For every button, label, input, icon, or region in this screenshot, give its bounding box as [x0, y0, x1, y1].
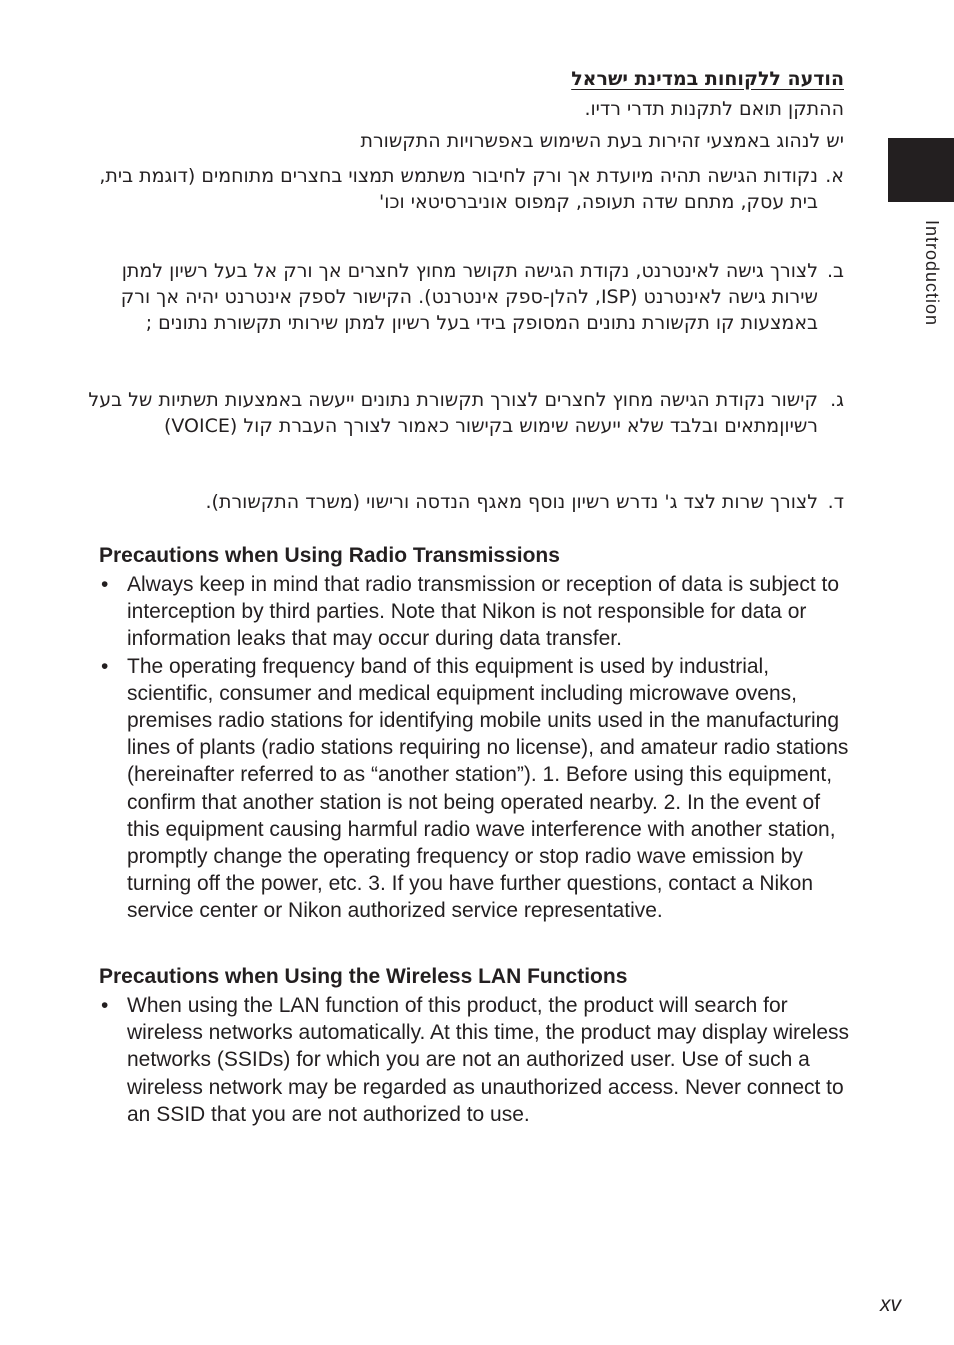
list-item [99, 992, 854, 1128]
hebrew-notice-para-2: יש לנהוג באמצעי זהירות בעת השימוש באפשרויות התקשורת [360, 130, 844, 152]
hebrew-notice-title: הודעה ללקוחות במדינת ישראל [571, 68, 844, 90]
hebrew-notice-item [78, 163, 844, 215]
bullet-icon: • [101, 654, 109, 678]
page-number: xv [880, 1293, 901, 1316]
list-item [99, 653, 854, 925]
hebrew-notice-item [78, 489, 844, 515]
bullet-icon: • [101, 994, 109, 1017]
radio-precautions-heading: Precautions when Using Radio Transmissions [99, 544, 560, 567]
hebrew-item-text: נקודות הגישה תהיה מיועדת אך ורק לחיבור משתמש תמצוי בחצרים מתוחמים (דוגמת בית, בית עסק, מתחם שדה תעופה, קמפוס אוניברסיטאי וכו' [99, 165, 818, 213]
bullet-icon: • [101, 573, 109, 596]
list-item [99, 571, 854, 653]
list-item-text: The operating frequency band of this equipment is used by industrial, scientific, consumer and medical equipment including microwave ovens, premises radio stations for identifying mobile units used in the manufacturing lines of plants (radio stations requiring no license), and amateur radio stations (hereinafter referred to as “another station”). 1. Before using this equipment, confirm that another station is not being operated nearby. 2. In the event of this equipment causing harmful radio wave interference with another station, promptly change the operating frequency or stop radio wave emission by turning off the power, etc. 3. If you have further questions, contact a Nikon service center or Nikon authorized service representative. [127, 654, 849, 923]
hebrew-item-text: לצורך גישה לאינטרנט, נקודת הגישה תקושר מחוץ לחצרים אך ורק אל בעל רשיון למתן שירות גישה לאינטרנט (ISP, להלן-ספק אינטרנט). הקישור לספק אינטרנט יהיה אך ורק באמצעות קו תקשורת נתונים המסופק בידי בעל רשיון למתן שירותי תקשורת נתונים ; [120, 260, 818, 334]
list-item-text: When using the LAN function of this product, the product will search for wireless networks automatically. At this time, the product may display wireless networks (SSIDs) for which you are not an authorized user. Use of such a wireless network may be regarded as unauthorized access. Never connect to an SSID that you are not authorized to use. [127, 994, 850, 1126]
hebrew-notice-para-1: ההתקן תואם לתקנות תדרי רדיו. [584, 98, 844, 120]
hebrew-item-mark: ד. [827, 491, 844, 513]
hebrew-item-text: קישור נקודת הגישה מחוץ לחצרים לצורך תקשורת נתונים ייעשה באמצעות תשתיות של בעל רשיוןמתאים ובלבד שלא ייעשה שימוש בקישור כאמור לצורך העברת קול (VOICE) [88, 389, 818, 437]
section-tab-label: Introduction [922, 220, 942, 327]
radio-precautions-list [99, 571, 854, 925]
section-tab-marker [888, 138, 954, 202]
list-item-text: Always keep in mind that radio transmission or reception of data is subject to interception by third parties. Note that Nikon is not responsible for data or information leaks that may occur during data transfer. [127, 573, 840, 651]
hebrew-item-mark: ב. [826, 260, 844, 282]
hebrew-notice-item [78, 387, 844, 439]
hebrew-item-mark: ג. [830, 389, 844, 411]
wlan-precautions-list [99, 992, 854, 1128]
hebrew-item-text: לצורך שרות לצד ג' נדרש רשיון נוסף מאגף הנדסה ורישוי (משרד התקשורת). [205, 491, 818, 513]
hebrew-notice-item [78, 258, 844, 336]
wlan-precautions-heading: Precautions when Using the Wireless LAN Functions [99, 965, 628, 988]
hebrew-item-mark: א. [825, 165, 844, 187]
